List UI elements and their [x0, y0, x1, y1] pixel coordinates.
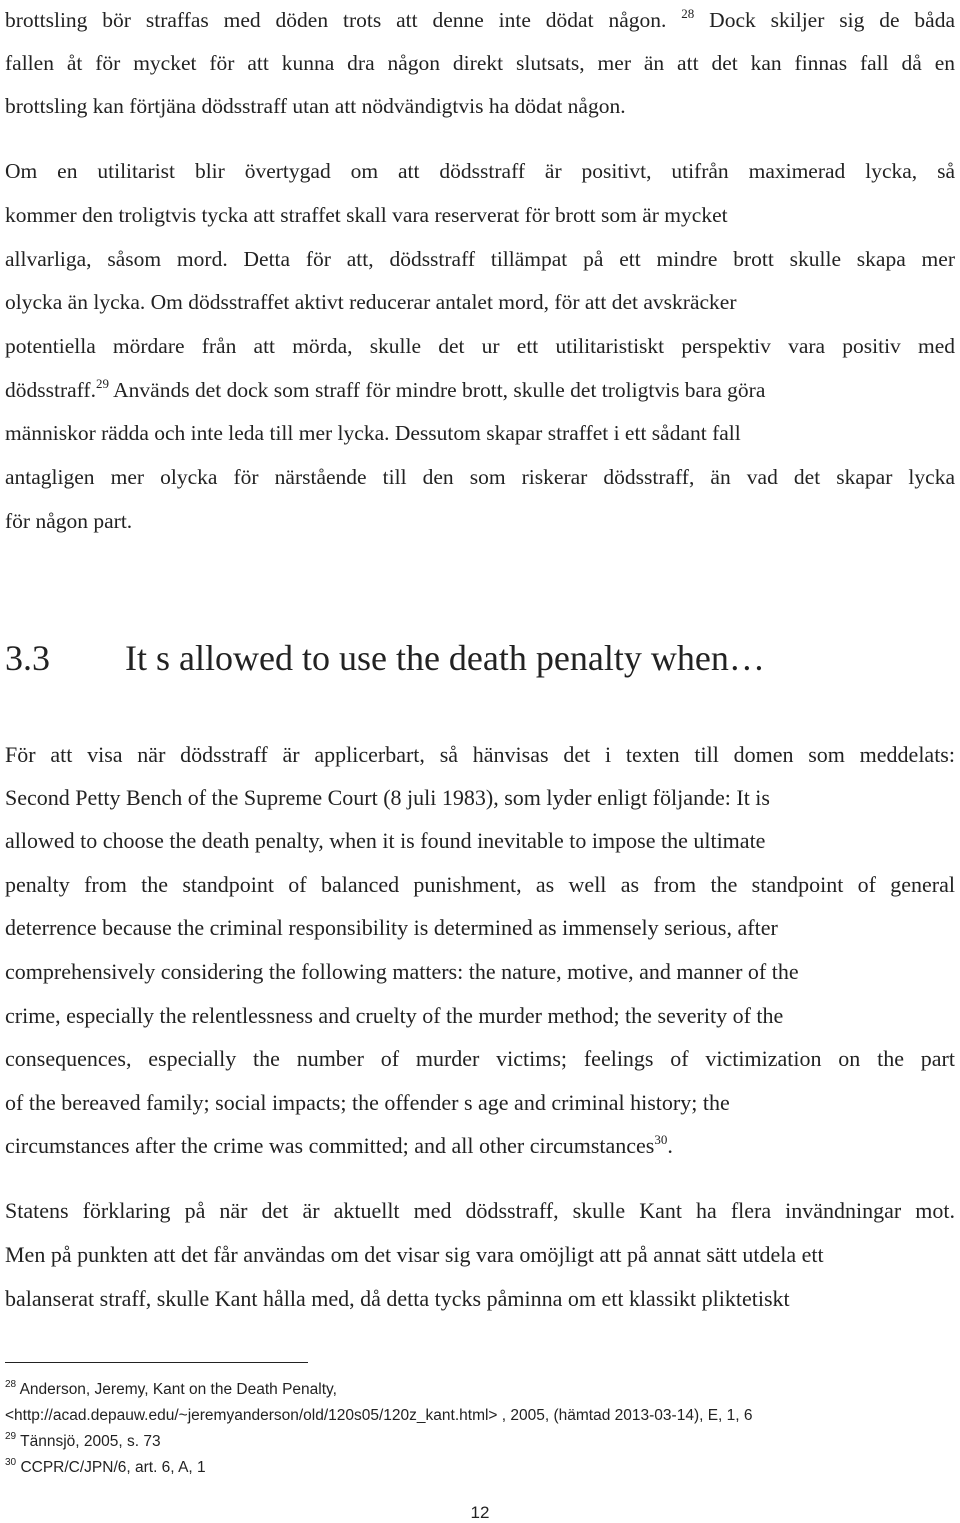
paragraph-line: potentiella mördare från att mörda, skulle det ur ett utilitaristiskt perspektiv vara positiv med: [5, 334, 955, 358]
paragraph-line: Second Petty Bench of the Supreme Court (8 juli 1983), som lyder enligt följande: It is: [5, 785, 770, 810]
paragraph-line: consequences, especially the number of murder victims; feelings of victimization on the part: [5, 1046, 955, 1071]
footnote: [5, 1380, 337, 1400]
footnote-text: Anderson, Jeremy, Kant on the Death Penalty,: [19, 1381, 337, 1398]
paragraph-line: Men på punkten att det får användas om det visar sig vara omöjligt att på annat sätt utdela ett: [5, 1242, 824, 1267]
paragraph-line: comprehensively considering the following matters: the nature, motive, and manner of the: [5, 959, 799, 984]
footnote-text: Tännsjö, 2005, s. 73: [20, 1433, 161, 1450]
footnote-ref[interactable]: 29: [95, 376, 109, 391]
footnote-link[interactable]: <http://acad.depauw.edu/~jeremyanderson/old/120s05/120z_kant.html> , 2005, (hämtad 2013-03-14), E, 1, 6: [5, 1407, 753, 1424]
text-run: .: [667, 1133, 673, 1158]
paragraph-line: Statens förklaring på när det är aktuellt med dödsstraff, skulle Kant ha flera invändningar mot.: [5, 1198, 955, 1223]
paragraph-line: deterrence because the criminal responsibility is determined as immensely serious, after: [5, 915, 778, 940]
paragraph-line: för någon part.: [5, 509, 133, 533]
footnote-number: 30: [5, 1457, 17, 1468]
footnote-ref[interactable]: 30: [654, 1132, 668, 1147]
paragraph-line: penalty from the standpoint of balanced punishment, as well as from the standpoint of general: [5, 872, 955, 897]
paragraph-line: [5, 376, 765, 404]
footnote-ref[interactable]: 28: [681, 6, 695, 21]
paragraph-line: brottsling kan förtjäna dödsstraff utan att nödvändigtvis ha dödat någon.: [5, 94, 626, 118]
footnote-text: CCPR/C/JPN/6, art. 6, A, 1: [20, 1459, 206, 1476]
text-run: Dock skiljer sig de båda: [694, 8, 956, 32]
footnote-divider: [5, 1362, 308, 1363]
paragraph-line: [5, 1132, 673, 1160]
text-run: brottsling bör straffas med döden trots att denne inte dödat någon.: [5, 8, 667, 32]
footnote-number: 29: [5, 1431, 17, 1442]
paragraph-line: balanserat straff, skulle Kant hålla med, då detta tycks påminna om ett klassikt pliktetiskt: [5, 1286, 790, 1311]
paragraph-line: of the bereaved family; social impacts; the offender s age and criminal history; the: [5, 1090, 730, 1115]
paragraph-line: antagligen mer olycka för närstående till den som riskerar dödsstraff, än vad det skapar lycka: [5, 465, 955, 489]
paragraph-line: kommer den troligtvis tycka att straffet skall vara reserverat för brott som är mycket: [5, 203, 728, 227]
text-run: circumstances after the crime was committed; and all other circumstances: [5, 1133, 655, 1158]
paragraph-line: allowed to choose the death penalty, when it is found inevitable to impose the ultimate: [5, 828, 766, 853]
text-run: dödsstraff.: [5, 378, 96, 402]
text-run: Används det dock som straff för mindre brott, skulle det troligtvis bara göra: [108, 378, 766, 402]
paragraph-line: För att visa när dödsstraff är applicerbart, så hänvisas det i texten till domen som meddelats:: [5, 742, 955, 767]
footnote: [5, 1458, 206, 1478]
footnote-number: 28: [5, 1379, 17, 1390]
page-number: 12: [470, 1503, 490, 1522]
paragraph-line: Om en utilitarist blir övertygad om att dödsstraff är positivt, utifrån maximerad lycka, så: [5, 159, 955, 183]
paragraph-line: människor rädda och inte leda till mer lycka. Dessutom skapar straffet i ett sådant fall: [5, 421, 741, 445]
paragraph-line: [5, 6, 955, 34]
section-title: It s allowed to use the death penalty when…: [125, 638, 765, 678]
paragraph-line: allvarliga, såsom mord. Detta för att, dödsstraff tillämpat på ett mindre brott skulle skapa mer: [5, 247, 955, 271]
section-number: 3.3: [5, 638, 50, 678]
section-heading: [5, 636, 765, 680]
paragraph-line: fallen åt för mycket för att kunna dra någon direkt slutsats, mer än att det kan finnas fall då en: [5, 51, 955, 75]
footnote: [5, 1432, 161, 1452]
paragraph-line: olycka än lycka. Om dödsstraffet aktivt reducerar antalet mord, för att det avskräcker: [5, 290, 737, 314]
paragraph-line: crime, especially the relentlessness and cruelty of the murder method; the severity of the: [5, 1003, 784, 1028]
